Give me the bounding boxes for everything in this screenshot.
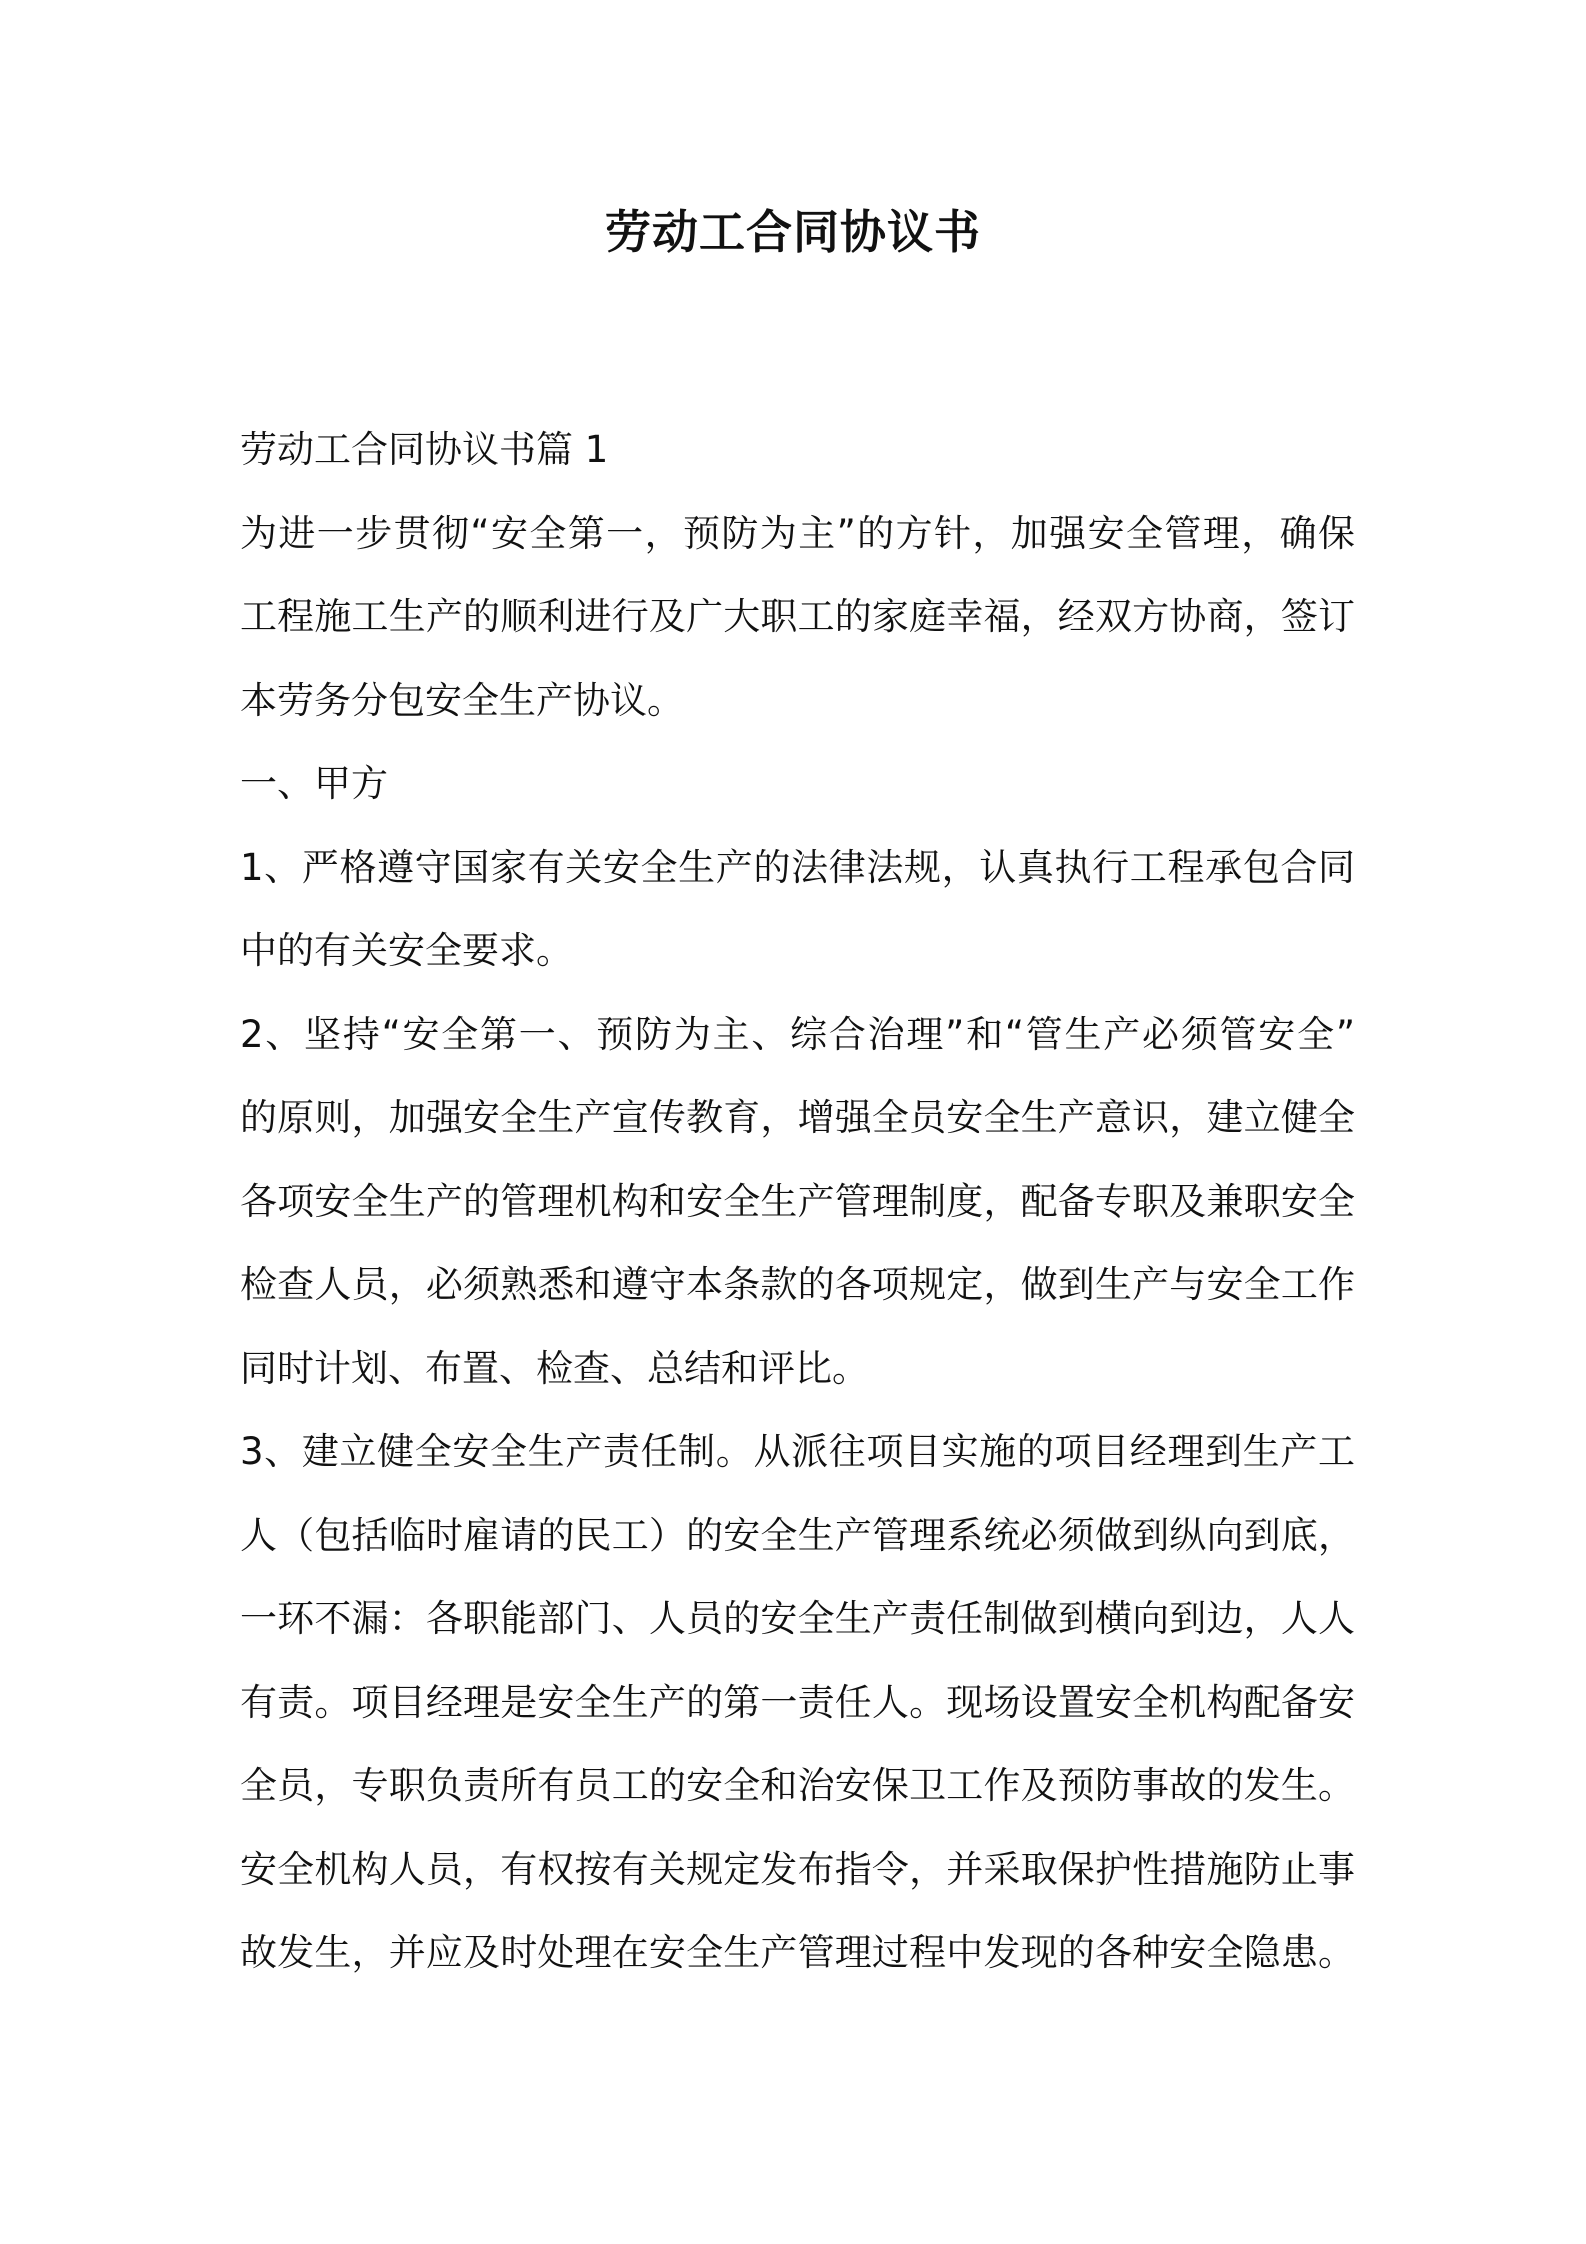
document-body [240, 408, 1355, 1995]
text-line: 一环不漏：各职能部门、人员的安全生产责任制做到横向到边，人人 [240, 1597, 1355, 1640]
text-line: 人（包括临时雇请的民工）的安全生产管理系统必须做到纵向到底， [240, 1513, 1355, 1557]
text-line: 检查人员，必须熟悉和遵守本条款的各项规定，做到生产与安全工作 [240, 1263, 1355, 1306]
text-line: 各项安全生产的管理机构和安全生产管理制度，配备专职及兼职安全 [240, 1179, 1355, 1223]
text-line: 为进一步贯彻“安全第一，预防为主”的方针，加强安全管理，确保 [240, 511, 1355, 555]
text-line: 故发生，并应及时处理在安全生产管理过程中发现的各种安全隐患。 [240, 1931, 1355, 1974]
section-heading: 劳动工合同协议书篇 1 [240, 428, 609, 471]
text-line: 的原则，加强安全生产宣传教育，增强全员安全生产意识，建立健全 [240, 1096, 1355, 1139]
text-line: 一、甲方 [240, 762, 388, 805]
text-line: 中的有关安全要求。 [240, 929, 573, 972]
document-title: 劳动工合同协议书 [605, 205, 981, 259]
text-line: 全员，专职负责所有员工的安全和治安保卫工作及预防事故的发生。 [240, 1764, 1355, 1807]
text-line: 1、严格遵守国家有关安全生产的法律法规，认真执行工程承包合同 [240, 845, 1355, 889]
text-line: 安全机构人员，有权按有关规定发布指令，并采取保护性措施防止事 [240, 1847, 1355, 1891]
text-line: 3、建立健全安全生产责任制。从派往项目实施的项目经理到生产工 [240, 1430, 1355, 1473]
text-line: 同时计划、布置、检查、总结和评比。 [240, 1346, 869, 1390]
text-line: 本劳务分包安全生产协议。 [240, 678, 684, 722]
text-line: 有责。项目经理是安全生产的第一责任人。现场设置安全机构配备安 [240, 1680, 1355, 1724]
text-line: 2、坚持“安全第一、预防为主、综合治理”和“管生产必须管安全” [240, 1012, 1355, 1056]
text-line: 工程施工生产的顺利进行及广大职工的家庭幸福，经双方协商，签订 [240, 595, 1355, 638]
